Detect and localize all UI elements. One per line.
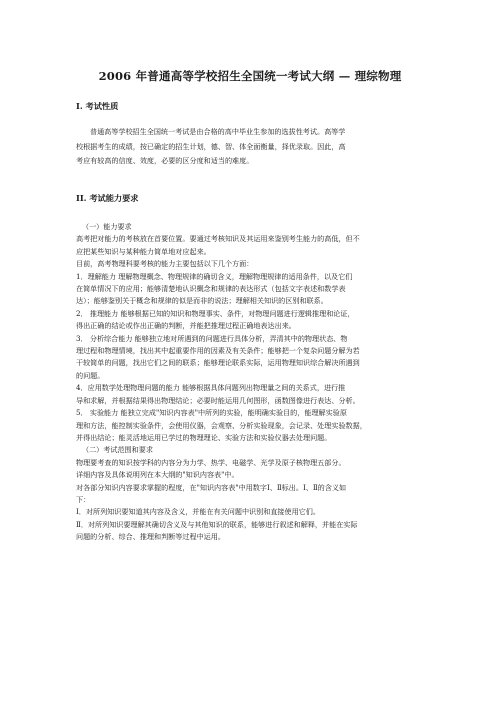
body-line: 达）；能够鉴别关于概念和规律的似是而非的说法；理解相关知识的区别和联系。 [76,296,328,306]
list-item-5: 5． 实验能力 能独立完成"知识内容表"中所列的实验，能明确实验目的，能理解实验原 [76,408,347,418]
paragraph-line: 考应有较高的信度、效度，必要的区分度和适当的难度。 [76,156,254,165]
paragraph-line: 校根据考生的成绩，按已确定的招生计划，德、智、体全面衡量，择优录取。因此，高 [76,141,346,151]
document-title: 2006 年普通高等学校招生全国统一考试大纲 — 理综物理 [98,69,402,83]
paragraph-line: 普通高等学校招生全国统一考试是由合格的高中毕业生参加的选拔性考试。高等学 [90,127,346,136]
body-line: 高考把对能力的考核放在首要位置。要通过考核知识及其运用来鉴别考生能力的高低，但不 [76,234,360,244]
section-1-paragraph [76,125,436,169]
body-line: 得出正确的结论或作出正确的判断，并能把推理过程正确地表达出来。 [76,321,296,331]
body-line: 问题的分析、综合、推理和判断等过程中运用。 [76,532,225,542]
body-line: 在简单情况下的应用；能够清楚地认识概念和规律的表达形式（包括文字表述和数学表 [76,284,346,294]
body-line: 的问题。 [76,370,105,380]
body-line: 下： [76,494,91,504]
list-item-1: 1．理解能力 理解物理概念、物理规律的确切含义，理解物理规律的适用条件，以及它们 [76,271,353,281]
body-line: 理过程和物理情境，找出其中起重要作用的因素及有关条件；能够把一个复杂问题分解为若 [76,346,360,356]
body-line: 干较简单的问题，找出它们之间的联系；能够理论联系实际，运用物理知识综合解决所遇到 [76,358,360,368]
subheading-scope: （二）考试范围和要求 [82,445,153,455]
body-line: 对各部分知识内容要求掌握的程度，在"知识内容表"中用数字Ⅰ、Ⅱ标出。Ⅰ、Ⅱ的含义如 [76,482,347,492]
list-item-2: 2． 推理能力 能够根据已知的知识和物理事实、条件，对物理问题进行逻辑推理和论证， [76,308,355,318]
section-2-body [76,221,436,544]
body-line: 物理要考查的知识按学科的内容分为力学、热学、电磁学、光学及原子核物理五部分。 [76,457,346,467]
subheading-ability: （一）能力要求 [82,222,132,231]
section-2-heading: II. 考试能力要求 [76,193,139,203]
body-line: 理和方法，能控制实验条件，会使用仪器，会观察、分析实验现象，会记录、处理实验数据， [76,420,367,430]
level-i-definition: Ⅰ．对所列知识要知道其内容及含义，并能在有关问题中识别和直接使用它们。 [76,507,320,517]
list-item-4: 4．应用数学处理物理问题的能力 能够根据具体问题列出物理量之间的关系式，进行推 [76,383,346,393]
section-1-heading: I. 考试性质 [76,101,119,111]
body-line: 应把某些知识与某种能力简单地对应起来。 [76,246,211,256]
body-line: 并得出结论；能灵活地运用已学过的物理理论、实验方法和实验仪器去处理问题。 [76,432,332,442]
list-item-3: 3． 分析综合能力 能够独立地对所遇到的问题进行具体分析，弄清其中的物理状态、物 [76,333,348,343]
level-ii-definition: Ⅱ．对所列知识要理解其确切含义及与其他知识的联系，能够进行叙述和解释，并能在实际 [76,519,358,529]
body-line: 详细内容及具体说明列在本大纲的"知识内容表"中。 [76,470,239,480]
body-line: 目前，高考物理科要考核的能力主要包括以下几个方面： [76,259,254,269]
body-line: 导和求解，并根据结果得出物理结论；必要时能运用几何图形，函数图像进行表达、分析。 [76,395,360,405]
